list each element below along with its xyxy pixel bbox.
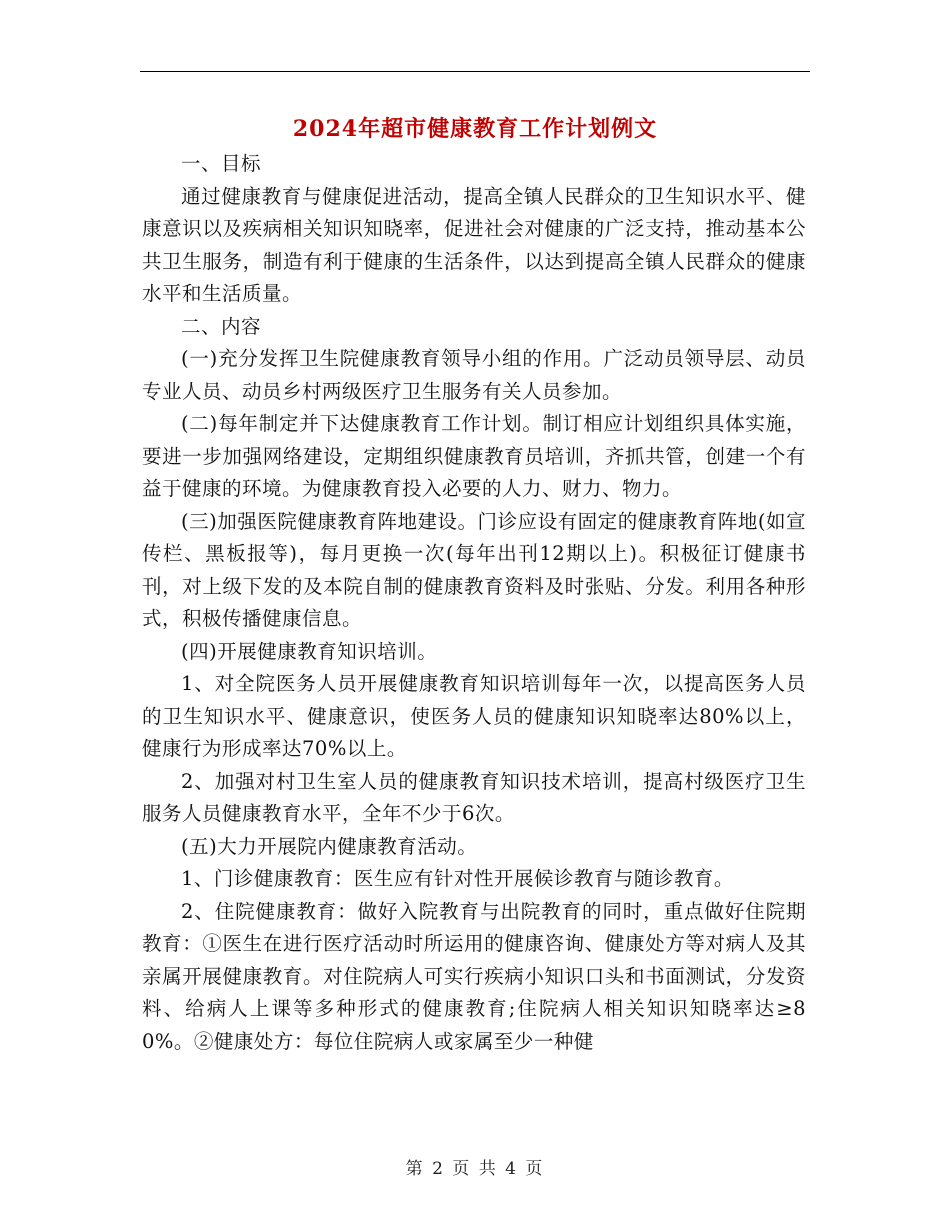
paragraph-item-4-2: 2、加强对村卫生室人员的健康教育知识技术培训，提高村级医疗卫生服务人员健康教育水平，全年不少于6次。	[142, 769, 806, 825]
paragraph-item-2: (二)每年制定并下达健康教育工作计划。制订相应计划组织具体实施，要进一步加强网络建设，定期组织健康教育员培训，齐抓共管，创建一个有益于健康的环境。为健康教育投入必要的人力、财力、物力。	[142, 412, 806, 500]
section-heading-goal: 一、目标	[181, 152, 262, 175]
page-number-footer: 第 2 页 共 4 页	[405, 1159, 545, 1179]
document-title: 2024年超市健康教育工作计划例文	[292, 116, 658, 142]
paragraph-goal: 通过健康教育与健康促进活动，提高全镇人民群众的卫生知识水平、健康意识以及疾病相关知识知晓率，促进社会对健康的广泛支持，推动基本公共卫生服务，制造有利于健康的生活条件，以达到提高全镇人民群众的健康水平和生活质量。	[142, 184, 806, 305]
paragraph-item-4-1: 1、对全院医务人员开展健康教育知识培训每年一次，以提高医务人员的卫生知识水平、健康意识，使医务人员的健康知识知晓率达80%以上，健康行为形成率达70%以上。	[142, 672, 806, 760]
paragraph-item-5-1: 1、门诊健康教育：医生应有针对性开展候诊教育与随诊教育。	[181, 867, 734, 890]
document-body	[142, 148, 806, 1058]
paragraph-item-1: (一)充分发挥卫生院健康教育领导小组的作用。广泛动员领导层、动员专业人员、动员乡村两级医疗卫生服务有关人员参加。	[142, 347, 806, 403]
paragraph-item-5: (五)大力开展院内健康教育活动。	[181, 834, 478, 858]
section-heading-content: 二、内容	[181, 314, 262, 338]
header-rule	[140, 71, 810, 72]
paragraph-item-3: (三)加强医院健康教育阵地建设。门诊应设有固定的健康教育阵地(如宣传栏、黑板报等)，每月更换一次(每年出刊12期以上)。积极征订健康书刊，对上级下发的及本院自制的健康教育资料及时张贴、分发。利用各种形式，积极传播健康信息。	[142, 509, 806, 630]
paragraph-item-5-2: 2、住院健康教育：做好入院教育与出院教育的同时，重点做好住院期教育：①医生在进行医疗活动时所运用的健康咨询、健康处方等对病人及其亲属开展健康教育。对住院病人可实行疾病小知识口头和书面测试，分发资料、给病人上课等多种形式的健康教育;住院病人相关知识知晓率达≥80%。②健康处方：每位住院病人或家属至少一种健	[142, 899, 806, 1053]
paragraph-item-4: (四)开展健康教育知识培训。	[181, 639, 438, 663]
